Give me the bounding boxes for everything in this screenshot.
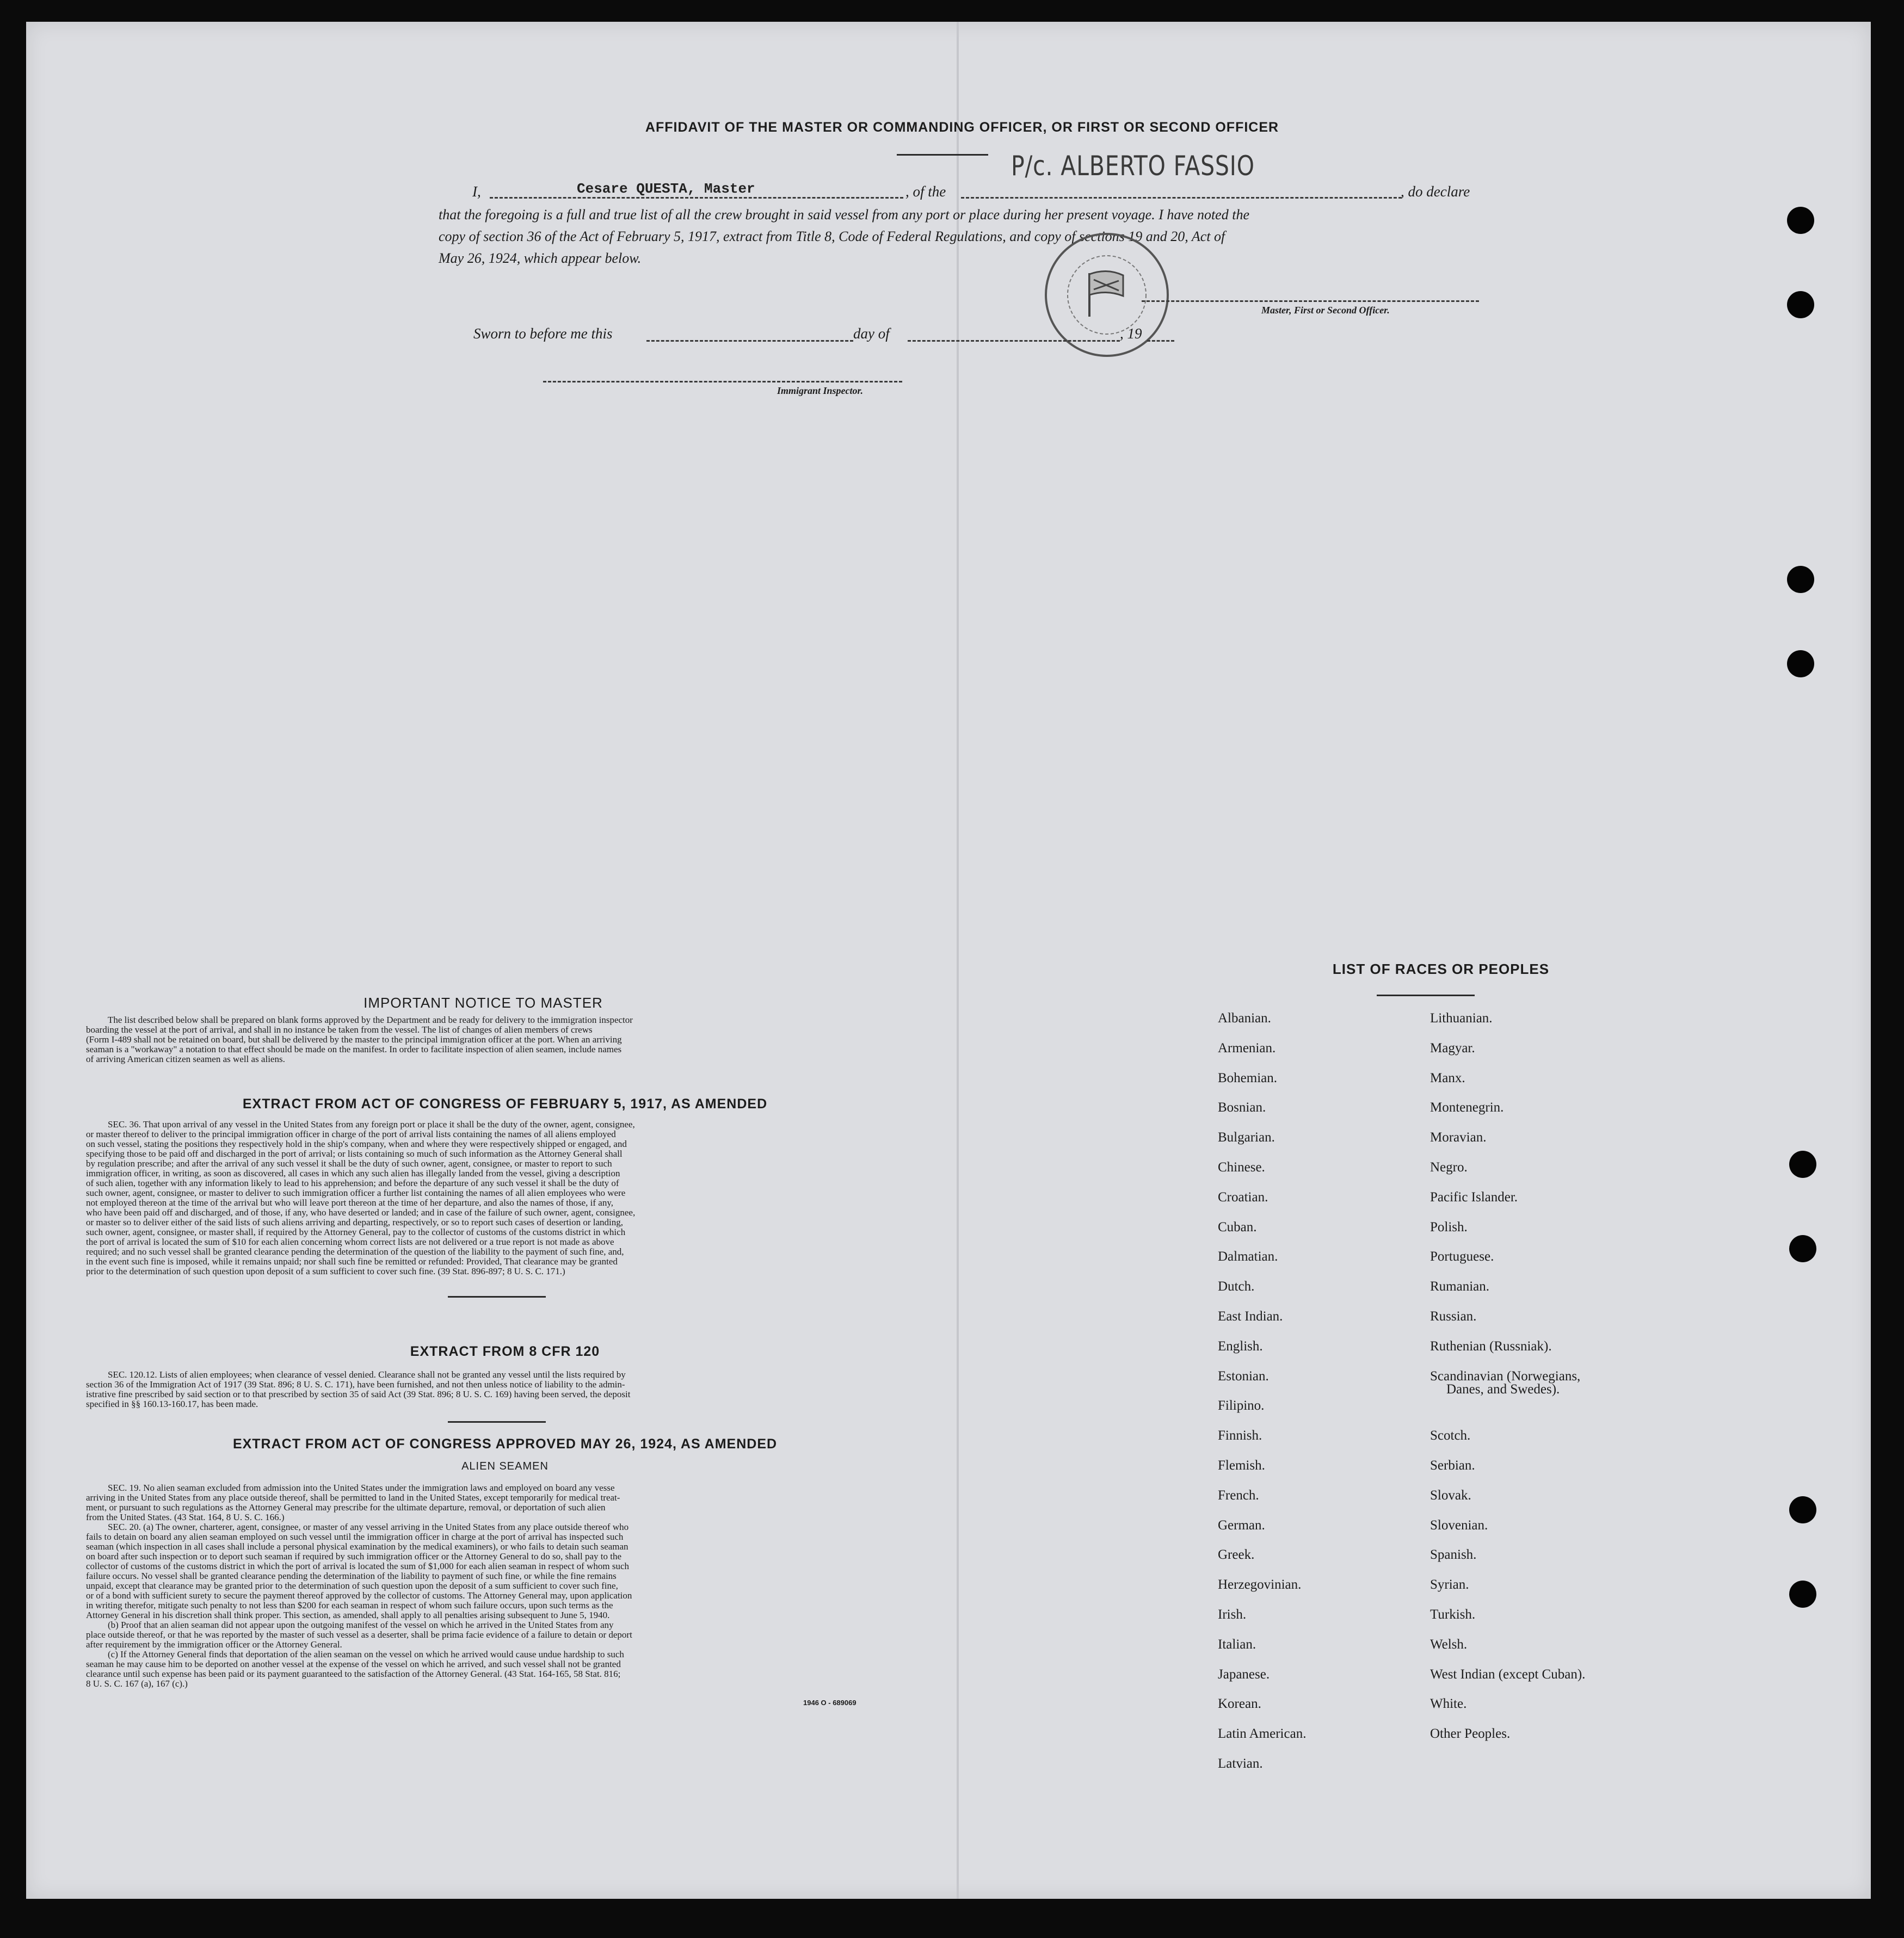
text-line: SEC. 20. (a) The owner, charterer, agent, consignee, or master of any vessel arriving in the United States from any place outside thereof who — [108, 1522, 629, 1532]
punch-hole — [1789, 1235, 1816, 1262]
race-item: Cuban. — [1218, 1219, 1257, 1235]
extract-1924-body — [86, 1483, 924, 1689]
text-line: collector of customs of the customs district in which the port of arrival is located the sum of $1,000 for each alien seaman in respect of whom such — [86, 1561, 630, 1571]
race-item: Manx. — [1430, 1070, 1465, 1085]
race-item: Irish. — [1218, 1607, 1247, 1622]
text-line: immigration officer, in writing, as soon as discovered, all cases in which any such alien has illegally landed from the vessel, giving a description — [86, 1168, 620, 1178]
race-item: Portuguese. — [1430, 1249, 1494, 1264]
race-item: Montenegrin. — [1430, 1100, 1504, 1115]
sworn-prefix: Sworn to before me this — [473, 325, 613, 342]
race-item: West Indian (except Cuban). — [1430, 1667, 1586, 1682]
year-prefix: , 19 — [1120, 325, 1142, 342]
alien-seamen-subtitle: ALIEN SEAMEN — [461, 1460, 549, 1472]
text-line: who have been paid off and discharged, and of those, if any, who have deserted or landed; and in case of the failure of such owner, agent, consignee, — [86, 1207, 636, 1218]
race-item: Greek. — [1218, 1547, 1255, 1563]
race-item: Negro. — [1430, 1160, 1468, 1175]
race-item: East Indian. — [1218, 1309, 1283, 1324]
text-line: failure occurs. No vessel shall be granted clearance pending the determination of the liability to payment of such fine, or while the fine remains — [86, 1571, 617, 1581]
text-line: by regulation prescribe; and after the arrival of any such vessel it shall be the duty of such owner, agent, consignee, or master to report to such — [86, 1158, 612, 1169]
vessel-line — [961, 197, 1402, 199]
text-line: prior to the determination of such question upon deposit of a sum sufficient to cover such fine. (39 Stat. 896-897; 8 U. S. C. 171.) — [86, 1266, 565, 1276]
text-line: such owner, agent, consignee, or master to deliver to such immigration officer a further list containing the names of all alien employees who were — [86, 1188, 626, 1198]
text-line: specified in §§ 160.13-160.17, has been made. — [86, 1399, 258, 1409]
race-item: Magyar. — [1430, 1040, 1475, 1056]
text-line: 8 U. S. C. 167 (a), 167 (c).) — [86, 1678, 188, 1689]
text-line: fails to detain on board any alien seaman employed on such vessel until the immigration officer in charge at the port of arrival has inspected such — [86, 1532, 624, 1542]
notice-title: IMPORTANT NOTICE TO MASTER — [363, 995, 603, 1011]
race-item: French. — [1218, 1488, 1259, 1503]
punch-hole — [1787, 291, 1814, 318]
race-item: Bosnian. — [1218, 1100, 1266, 1115]
race-item: Albanian. — [1218, 1011, 1271, 1026]
text-line: Attorney General in his discretion shall think proper. This section, as amended, shall apply to all penalties arising subsequent to June 5, 1940. — [86, 1610, 610, 1620]
i-prefix: I, — [472, 183, 481, 200]
punch-hole — [1789, 1151, 1816, 1178]
text-line: in writing therefor, mitigate such penalty to not less than $200 for each seaman in respect of whom such failure occurs, upon such terms as the — [86, 1600, 613, 1610]
affidavit-line-2: copy of section 36 of the Act of February 5, 1917, extract from Title 8, Code of Federal Regulations, and copy of sections 19 and 20, Act of — [439, 229, 1225, 244]
race-item: Estonian. — [1218, 1368, 1269, 1384]
text-line: such owner, agent, consignee, or master shall, if required by the Attorney General, pay to the collector of customs of the customs district in which — [86, 1227, 626, 1237]
race-item: Bulgarian. — [1218, 1130, 1275, 1145]
race-item: Rumanian. — [1430, 1279, 1490, 1294]
document-sheet — [26, 22, 1871, 1899]
extract-cfr-title: EXTRACT FROM 8 CFR 120 — [410, 1344, 600, 1359]
text-line: from the United States. (43 Stat. 164, 8 U. S. C. 166.) — [86, 1512, 285, 1522]
race-item: Spanish. — [1430, 1547, 1477, 1563]
punch-hole — [1787, 566, 1814, 593]
day-of-label: day of — [853, 325, 890, 342]
notice-line: of arriving American citizen seamen as well as aliens. — [86, 1054, 285, 1064]
text-line: not employed thereon at the time of the arrival but who will leave port thereon at the time of her departure, and also the names of those, if any, — [86, 1198, 613, 1208]
text-line: or master thereof to deliver to the principal immigration officer in charge of the port of arrival lists containing the names of all aliens employed — [86, 1129, 616, 1139]
text-line: specifying those to be paid off and discharged in the port of arrival; or lists containing so much of such information as the Attorney General shall — [86, 1149, 623, 1159]
race-item: Latin American. — [1218, 1726, 1307, 1742]
text-line: on board after such inspection or to deport such seaman if required by such immigration officer or the Attorney General to do so, shall pay to the — [86, 1551, 621, 1561]
race-item: Serbian. — [1430, 1458, 1475, 1473]
text-line: (c) If the Attorney General finds that deportation of the alien seaman on the vessel on which he arrived would cause undue hardship to such — [108, 1649, 624, 1659]
notice-line: boarding the vessel at the port of arrival, and shall in no instance be taken from the vessel. The list of changes of alien members of crews — [86, 1024, 593, 1035]
race-item: Welsh. — [1430, 1637, 1468, 1652]
text-line: required; and no such vessel shall be granted clearance pending the determination of the question of the liability to the payment of such fine, and, — [86, 1246, 624, 1257]
race-item: English. — [1218, 1338, 1263, 1354]
text-line: SEC. 19. No alien seaman excluded from admission into the United States under the immigration laws and employed on board any vesse — [108, 1483, 615, 1493]
center-fold — [957, 22, 959, 1899]
race-item: Dalmatian. — [1218, 1249, 1278, 1264]
race-item: Scotch. — [1430, 1428, 1471, 1443]
race-item: Croatian. — [1218, 1189, 1268, 1205]
signature-caption: Master, First or Second Officer. — [1261, 305, 1390, 316]
signature-line — [1142, 300, 1479, 302]
race-item: Dutch. — [1218, 1279, 1255, 1294]
race-item: Flemish. — [1218, 1458, 1265, 1473]
race-item: Polish. — [1430, 1219, 1468, 1235]
text-line: unpaid, except that clearance may be granted prior to the determination of such question upon the deposit of a sum sufficient to cover such fine, — [86, 1581, 618, 1591]
text-line: istrative fine prescribed by said section or to that prescribed by section 35 of said Act (39 Stat. 896; 8 U. S. C. 169) having been served, the deposit — [86, 1389, 631, 1399]
race-item: Bohemian. — [1218, 1070, 1278, 1085]
vessel-name-stamp: P/c. ALBERTO FASSIO — [1011, 150, 1255, 182]
text-line: clearance until such expense has been paid or its payment guaranteed to the satisfaction of the Attorney General. (43 Stat. 164-165, 58 Stat. 816; — [86, 1669, 621, 1679]
text-line: place outside thereof, or that he was reported by the master of such vessel as a deserter, shall be prima facie evidence of a failure to detain or deport — [86, 1630, 632, 1640]
race-item-continuation: Danes, and Swedes). — [1446, 1381, 1560, 1397]
notice-body — [86, 1015, 924, 1064]
race-item: Other Peoples. — [1430, 1726, 1511, 1742]
text-line: of such alien, together with any information likely to lead to his apprehension; and before the departure of any such vessel it shall be the duty of — [86, 1178, 619, 1188]
races-title-rule — [1377, 995, 1475, 996]
text-line: seaman (which inspection in all cases shall include a personal physical examination by the medical examiners), or who fails to detain such seaman — [86, 1541, 628, 1552]
extract-cfr-body — [86, 1370, 924, 1409]
race-item: Russian. — [1430, 1309, 1477, 1324]
section-rule — [448, 1421, 546, 1423]
text-line: ment, or pursuant to such regulations as the Attorney General may prescribe for the ultimate departure, removal, or deportation of such alien — [86, 1502, 606, 1513]
text-line: SEC. 120.12. Lists of alien employees; when clearance of vessel denied. Clearance shall not be granted any vessel until the lists required by — [108, 1369, 626, 1380]
text-line: section 36 of the Immigration Act of 1917 (39 Stat. 896; 8 U. S. C. 171), have been furnished, and not then unless notice of liability to the admin- — [86, 1379, 625, 1390]
race-item: Filipino. — [1218, 1398, 1265, 1414]
race-item: Finnish. — [1218, 1428, 1262, 1443]
text-line: SEC. 36. That upon arrival of any vessel in the United States from any foreign port or place it shall be the duty of the owner, agent, consignee, — [108, 1119, 635, 1130]
master-name[interactable]: Cesare QUESTA, Master — [577, 181, 755, 197]
notice-line: (Form I-489 shall not be retained on board, but shall be delivered by the master to the principal immigration officer at the port. When an arriving — [86, 1034, 622, 1045]
text-line: arriving in the United States from any place outside thereof, shall be permitted to land in the United States, except temporarily for medical treat- — [86, 1492, 620, 1503]
extract-1917-title: EXTRACT FROM ACT OF CONGRESS OF FEBRUARY 5, 1917, AS AMENDED — [242, 1096, 768, 1112]
race-item: Chinese. — [1218, 1160, 1265, 1175]
affidavit-title: AFFIDAVIT OF THE MASTER OR COMMANDING OFFICER, OR FIRST OR SECOND OFFICER — [645, 120, 1279, 135]
notice-line: seaman is a "workaway" a notation to that effect should be made on the manifest. In order to facilitate inspection of alien seamen, include names — [86, 1044, 622, 1054]
name-line — [490, 197, 903, 199]
inspector-caption: Immigrant Inspector. — [777, 385, 864, 396]
sworn-day-line — [646, 340, 853, 342]
race-item: Scandinavian (Norwegians, — [1430, 1368, 1581, 1384]
punch-hole — [1787, 650, 1814, 677]
punch-hole — [1789, 1581, 1816, 1608]
text-line: (b) Proof that an alien seaman did not appear upon the outgoing manifest of the vessel on which he arrived in the United States from any — [108, 1620, 614, 1630]
race-item: Ruthenian (Russniak). — [1430, 1338, 1552, 1354]
race-item: Slovak. — [1430, 1488, 1471, 1503]
text-line: on such vessel, stating the positions they respectively hold in the ship's company, when and where they were respectively shipped or engaged, and — [86, 1139, 627, 1149]
text-line: seaman he may cause him to be deported on another vessel at the expense of the vessel on which he arrived, and such vessel shall not be granted — [86, 1659, 621, 1669]
race-item: Herzegovinian. — [1218, 1577, 1302, 1593]
race-item: Moravian. — [1430, 1130, 1487, 1145]
do-declare-label: , do declare — [1401, 183, 1470, 200]
of-the-label: , of the — [905, 183, 946, 200]
punch-hole — [1787, 207, 1814, 234]
race-item: Syrian. — [1430, 1577, 1469, 1593]
notice-line: The list described below shall be prepared on blank forms approved by the Department and be ready for delivery to the immigration inspector — [108, 1015, 633, 1025]
title-rule — [897, 154, 988, 156]
race-item: White. — [1430, 1696, 1467, 1712]
race-item: Japanese. — [1218, 1667, 1270, 1682]
extract-1917-body — [86, 1120, 924, 1276]
race-item: Armenian. — [1218, 1040, 1276, 1056]
sworn-year-line — [1147, 340, 1174, 342]
text-line: in the event such fine is imposed, while it remains unpaid; nor shall such fine be remitted or refunded: Provided, That clearance may be granted — [86, 1256, 618, 1267]
race-item: Lithuanian. — [1430, 1011, 1493, 1026]
race-item: Italian. — [1218, 1637, 1256, 1652]
inspector-line — [543, 381, 902, 382]
extract-1924-title: EXTRACT FROM ACT OF CONGRESS APPROVED MAY 26, 1924, AS AMENDED — [232, 1436, 778, 1452]
print-code: 1946 O - 689069 — [803, 1699, 857, 1707]
section-rule — [448, 1296, 546, 1298]
text-line: or master so to deliver either of the said lists of such aliens arriving and departing, respectively, or so to report such cases of desertion or landing, — [86, 1217, 623, 1227]
text-line: after requirement by the immigration officer or the Attorney General. — [86, 1639, 342, 1650]
punch-hole — [1789, 1496, 1816, 1523]
race-item: Slovenian. — [1430, 1517, 1488, 1533]
races-title: LIST OF RACES OR PEOPLES — [1332, 961, 1550, 977]
race-item: Korean. — [1218, 1696, 1261, 1712]
text-line: the port of arrival is located the sum of $10 for each alien concerning whom correct lists are not delivered or a true report is not made as above — [86, 1237, 614, 1247]
text-line: or of a bond with sufficient surety to secure the payment thereof approved by the collector of customs. The Attorney General may, upon application — [86, 1590, 632, 1601]
race-item: Latvian. — [1218, 1756, 1263, 1771]
race-item: German. — [1218, 1517, 1265, 1533]
affidavit-line-3: May 26, 1924, which appear below. — [439, 250, 642, 266]
sworn-month-line — [908, 340, 1120, 342]
race-item: Pacific Islander. — [1430, 1189, 1518, 1205]
affidavit-line-1: that the foregoing is a full and true list of all the crew brought in said vessel from any port or place during her present voyage. I have noted the — [439, 207, 1249, 223]
race-item: Turkish. — [1430, 1607, 1476, 1622]
